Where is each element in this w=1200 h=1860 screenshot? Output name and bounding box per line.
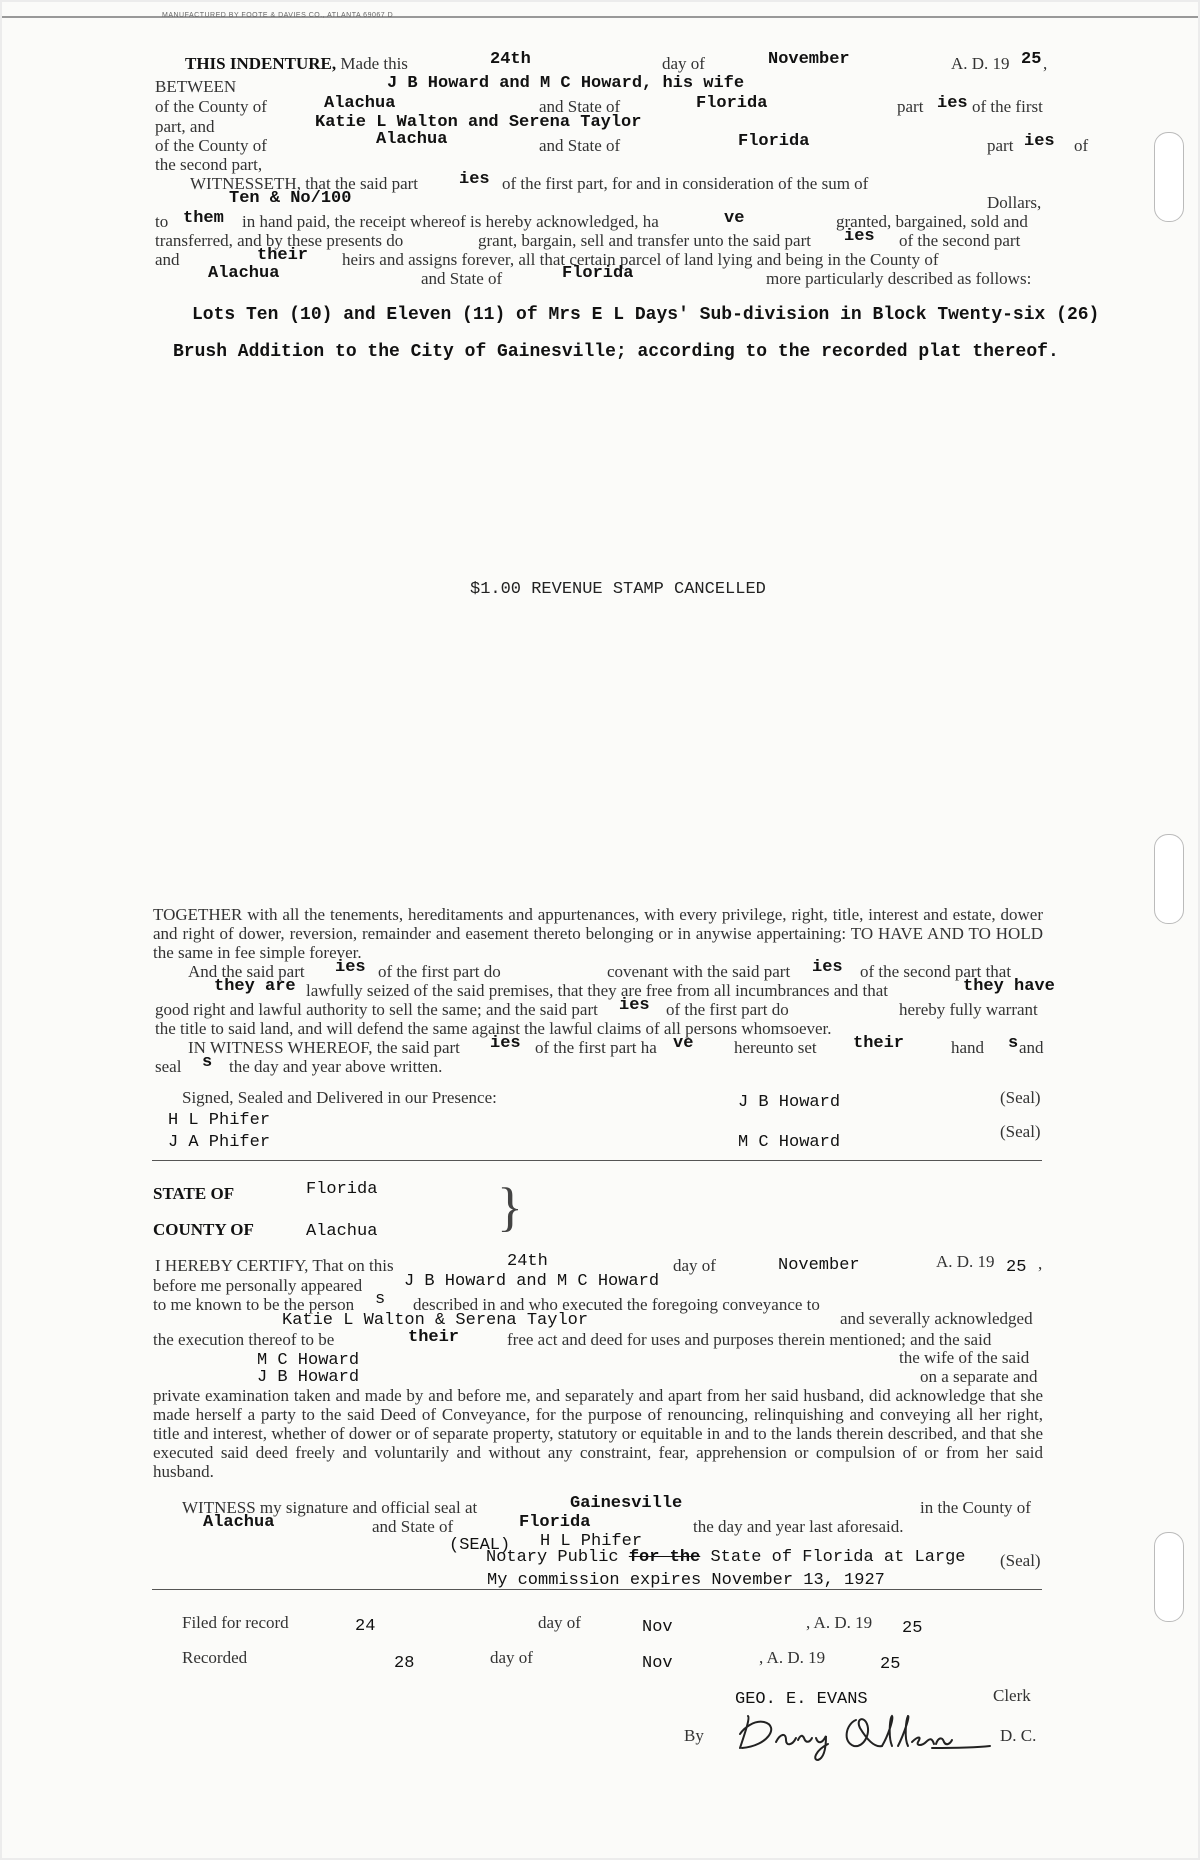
of-word: of [1074,136,1089,155]
ha-suffix: ve [724,209,745,228]
filed-ad: , A. D. 19 [806,1613,873,1632]
state-label-2: and State of [539,136,621,155]
indenture-lead: THIS INDENTURE, [185,54,337,73]
deputy-clerk-signature [732,1708,997,1762]
indenture-day: 24th [490,50,531,69]
binder-hole-bottom [1154,1532,1184,1622]
seal-2: (Seal) [1000,1122,1041,1141]
filed-month: Nov [642,1618,673,1637]
and-label: and [155,250,180,269]
notary-public-label: Notary Public [486,1548,619,1567]
presence-label: Signed, Sealed and Delivered in our Presence: [182,1088,497,1107]
seal-s: s [202,1053,213,1072]
year-comma: , [1043,54,1048,73]
covenant-a: And the said part [188,962,305,981]
granted-text: granted, bargained, sold and [836,212,1028,231]
recorded-ad: , A. D. 19 [759,1648,826,1667]
wife-of-text: the wife of the said [899,1348,1030,1367]
transferred-text: transferred, and by these presents do [155,231,404,250]
private-exam-paragraph: private examination taken and made by and before me, and separately and apart from her said husband, did acknowledge that she made herself a party to the said Deed of Conveyance, for the purpose of renouncing, relinquishing and conveying all her right, title and interest, whether of dower or of separate property, statutory or equitable in and to the lands therein described, and that she executed said deed freely and voluntarily and without any constraint, fear, apprehension or compulsion of or from her said husband. [153,1386,1043,1481]
county-2: Alachua [376,130,448,149]
grant-ies: ies [844,227,875,246]
of-the-first: of the first [972,97,1043,116]
ack-month: November [778,1256,860,1275]
dc-label: D. C. [1000,1726,1037,1745]
dollars-label: Dollars, [987,193,1042,212]
ack-comma: , [1038,1254,1043,1273]
ack-day-of: day of [673,1256,716,1275]
struck-phrase: for the [628,1548,701,1567]
signature-divider [152,1160,1042,1161]
in-witness-a: IN WITNESS WHEREOF, the said part [188,1038,460,1057]
ack-state-label-2: and State of [372,1517,454,1536]
more-particularly: more particularly described as follows: [766,269,1032,288]
separate-text: on a separate and [920,1367,1038,1386]
second-part-label: the second part, [155,155,263,174]
seal-1: (Seal) [1000,1088,1041,1107]
first-part-do: of the first part do [666,1000,789,1019]
notary-divider [152,1589,1042,1590]
severally-text: and severally acknowledged [840,1309,1033,1328]
state-label-3: and State of [421,269,503,288]
good-right-text: good right and lawful authority to sell the same; and the said part [155,1000,598,1019]
between-label: BETWEEN [155,77,237,96]
witness-1: H L Phifer [168,1111,271,1130]
notary-name: H L Phifer [540,1532,643,1551]
title-line: the title to said land, and will defend the same against the lawful claims of all persons whomsoever. [155,1019,832,1038]
filed-day: 24 [355,1617,376,1636]
parties-suffix: ies [1024,132,1055,151]
they-are: they are [214,977,296,996]
free-act-text: free act and deed for uses and purposes therein mentioned; and the said [507,1330,992,1349]
commission-expiry: My commission expires November 13, 1927 [487,1571,885,1590]
appeared-names: J B Howard and M C Howard [404,1272,660,1291]
by-label: By [684,1726,704,1745]
filed-year: 25 [902,1619,923,1638]
notary-state: State of Florida at Large [710,1548,966,1567]
recorded-year: 25 [880,1655,901,1674]
witness-2: J A Phifer [168,1133,271,1152]
clerk-label: Clerk [993,1686,1031,1705]
description-line-1: Lots Ten (10) and Eleven (11) of Mrs E L Days' Sub-division in Block Twenty-six (26) [192,305,1100,325]
described-text: described in and who executed the foregoing conveyance to [413,1295,820,1314]
signer-1: J B Howard [738,1093,841,1112]
in-witness-ies: ies [490,1034,521,1053]
known-text: to me known to be the person [153,1295,355,1314]
to-label: to [155,212,169,231]
ack-grantees: Katie L Walton & Serena Taylor [282,1311,589,1330]
witnesseth-text: WITNESSETH, that the said part [190,174,419,193]
hand-label: hand [951,1038,985,1057]
their-word: their [257,246,309,265]
of-second-part: of the second part [899,231,1021,250]
covenant-d: of the second part that [860,962,1012,981]
covenant-ies: ies [335,958,366,977]
covenant-c: covenant with the said part [607,962,791,981]
seal-label: seal [155,1057,182,1076]
indenture-year: 25 [1021,50,1042,69]
clerk-name: GEO. E. EVANS [735,1690,868,1709]
state-3: Florida [562,264,634,283]
habendum-paragraph: TOGETHER with all the tenements, hereditaments and appurtenances, with every privilege, right, title, interest and estate, dower and right of dower, reversion, remainder and easement thereto belonging or in anywise appertaining: TO HAVE AND TO HOLD the same in fee simple forever. [153,905,1043,962]
grantors: J B Howard and M C Howard, his wife [387,74,745,93]
binder-hole-middle [1154,834,1184,924]
certify-text: I HEREBY CERTIFY, That on this [155,1256,394,1275]
ack-state-2: Florida [519,1513,591,1532]
filed-day-of: day of [538,1613,581,1632]
filed-label: Filed for record [182,1613,289,1632]
ack-their: their [408,1328,460,1347]
part-and-label: part, and [155,117,215,136]
made-this-label: Made this [340,54,408,73]
county-label-2: of the County of [155,136,267,155]
ack-state: Florida [306,1180,378,1199]
day-year-written: the day and year above written. [229,1057,443,1076]
in-witness-their: their [853,1034,905,1053]
last-aforesaid-text: the day and year last aforesaid. [693,1517,904,1536]
binder-hole-top [1154,132,1184,222]
wife-name: M C Howard [257,1351,360,1370]
in-witness-c: hereunto set [734,1038,817,1057]
county-3: Alachua [208,264,280,283]
warrant-text: hereby fully warrant [899,1000,1038,1019]
they-have: they have [963,977,1055,996]
in-witness-b: of the first part ha [535,1038,657,1057]
deed-page [2,2,1198,1858]
state-1: Florida [696,94,768,113]
grantees: Katie L Walton and Serena Taylor [315,113,642,132]
signer-2: M C Howard [738,1133,841,1152]
recorded-day-of: day of [490,1648,533,1667]
seal-mark: (SEAL) [449,1536,511,1555]
revenue-stamp-note: $1.00 REVENUE STAMP CANCELLED [470,580,766,599]
recorded-month: Nov [642,1654,673,1673]
known-s: s [375,1290,386,1309]
recorded-day: 28 [394,1654,415,1673]
covenant-ies-2: ies [812,958,843,977]
recorded-label: Recorded [182,1648,248,1667]
heirs-text: heirs and assigns forever, all that certain parcel of land lying and being in the County of [342,250,939,269]
good-right-ies: ies [619,996,650,1015]
consideration-sum: Ten & No/100 [229,189,352,208]
day-of-label: day of [662,54,705,73]
lawfully-text: lawfully seized of the said premises, that they are free from all incumbrances and that [306,981,889,1000]
in-witness-ve: ve [673,1034,694,1053]
ack-county: Alachua [306,1222,378,1241]
part-ies: ies [937,94,968,113]
part-word: part [897,97,924,116]
ack-ad: A. D. 19 [936,1252,995,1271]
seal-3: (Seal) [1000,1551,1041,1570]
in-county-text: in the County of [920,1498,1031,1517]
husband-name: J B Howard [257,1368,360,1387]
hand-s: s [1008,1034,1019,1053]
state-2: Florida [738,132,810,151]
indenture-month: November [768,50,850,69]
venue-brace: } [497,1177,523,1237]
ack-county-label: COUNTY OF [153,1220,254,1239]
ack-day: 24th [507,1252,548,1271]
ad-label: A. D. 19 [951,54,1010,73]
manufacturer-line: MANUFACTURED BY FOOTE & DAVIES CO., ATLANTA 69067 D [162,12,394,19]
description-line-2: Brush Addition to the City of Gainesville; according to the recorded plat thereof. [173,342,1059,362]
county-1: Alachua [324,94,396,113]
parties-prefix: part [987,136,1014,155]
indenture-line [185,54,408,74]
ack-county-2: Alachua [203,1513,275,1532]
state-label: and State of [539,97,621,116]
witnesseth-ies: ies [459,170,490,189]
execution-text: the execution thereof to be [153,1330,335,1349]
before-me-text: before me personally appeared [153,1276,363,1295]
to-whom: them [183,209,224,228]
covenant-b: of the first part do [378,962,501,981]
paid-text: in hand paid, the receipt whereof is hereby acknowledged, ha [242,212,659,231]
county-label: of the County of [155,97,267,116]
witnesseth-rest: of the first part, for and in consideration of the sum of [502,174,869,193]
ack-place: Gainesville [570,1494,683,1513]
ack-year: 25 [1006,1258,1027,1277]
ack-state-label: STATE OF [153,1184,235,1203]
grant-text: grant, bargain, sell and transfer unto the said part [478,231,811,250]
witness-signature-text: WITNESS my signature and official seal at [182,1498,478,1517]
and-word-witness: and [1019,1038,1044,1057]
notary-line [486,1548,966,1567]
